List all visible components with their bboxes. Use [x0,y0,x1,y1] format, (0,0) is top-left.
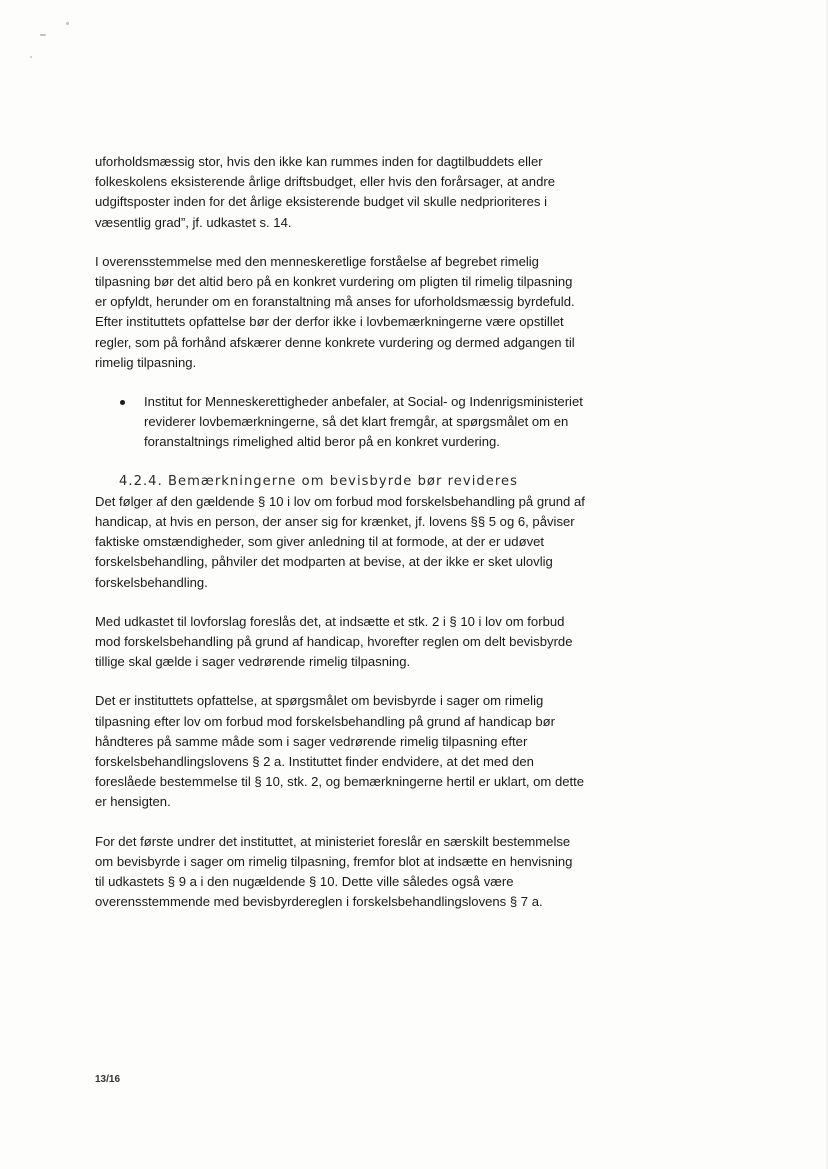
section-heading: 4.2.4. Bemærkningerne om bevisbyrde bør revideres [119,473,518,489]
scan-speck [66,22,69,25]
paragraph: I overensstemmelse med den menneskeretlige forståelse af begrebet rimelig tilpasning bør det altid bero på en konkret vurdering om pligten til rimelig tilpasning er opfyldt, herunder om en foranstaltning må anses for uforholdsmæssig byrdefuld. Efter instituttets opfattelse bør der derfor ikke i lovbemærkningerne være opstillet regler, som på forhånd afskærer denne konkrete vurdering og dermed adgangen til rimelig tilpasning. [95,253,575,370]
paragraph: Det følger af den gældende § 10 i lov om forbud mod forskelsbehandling på grund af handicap, at hvis en person, der anser sig for krænket, jf. lovens §§ 5 og 6, påviser faktiske omstændigheder, som giver anledning til at formode, at der er udøvet forskelsbehandling, påhviler det modparten at bevise, at der ikke er sket ulovlig forskelsbehandling. [95,493,585,590]
paragraph: For det første undrer det instituttet, at ministeriet foreslår en særskilt bestemmelse om bevisbyrde i sager om rimelig tilpasning, fremfor blot at indsætte en henvisning til udkastets § 9 a i den nugældende § 10. Dette ville således også være overensstemmende med bevisbyrdereglen i forskelsbehandlingslovens § 7 a. [95,833,573,910]
recommendation-text: Institut for Menneskerettigheder anbefaler, at Social- og Indenrigsministeriet reviderer lovbemærkningerne, så det klart fremgår, at spørgsmålet om en foranstaltnings rimelighed altid beror på en konkret vurdering. [144,394,583,450]
page-number: 13/16 [95,1074,121,1085]
paragraph: uforholdsmæssig stor, hvis den ikke kan rummes inden for dagtilbuddets eller folkeskolens eksisterende årlige driftsbudget, eller hvis den forårsager, at andre udgiftsposter inden for det årlige eksisterende budget vil skulle nedprioriteres i væsentlig grad”, jf. udkastet s. 14. [95,154,555,230]
paragraph: Med udkastet til lovforslag foreslås det, at indsætte et stk. 2 i § 10 i lov om forbud mod forskelsbehandling på grund af handicap, hvorefter reglen om delt bevisbyrde tillige skal gælde i sager vedrørende rimelig tilpasning. [95,613,573,670]
recommendation-item [95,392,585,453]
scan-speck [40,34,46,36]
bullet-icon [120,400,125,405]
scan-speck [30,56,32,58]
paragraph: Det er instituttets opfattelse, at spørgsmålet om bevisbyrde i sager om rimelig tilpasning efter lov om forbud mod forskelsbehandling på grund af handicap bør håndteres på samme måde som i sager vedrørende rimelig tilpasning efter forskelsbehandlingslovens § 2 a. Instituttet finder endvidere, at det med den foreslåede bestemmelse til § 10, stk. 2, og bemærkningerne hertil er uklart, om dette er hensigten. [95,693,585,810]
document-body [95,152,585,913]
recommendation-list [95,392,585,453]
